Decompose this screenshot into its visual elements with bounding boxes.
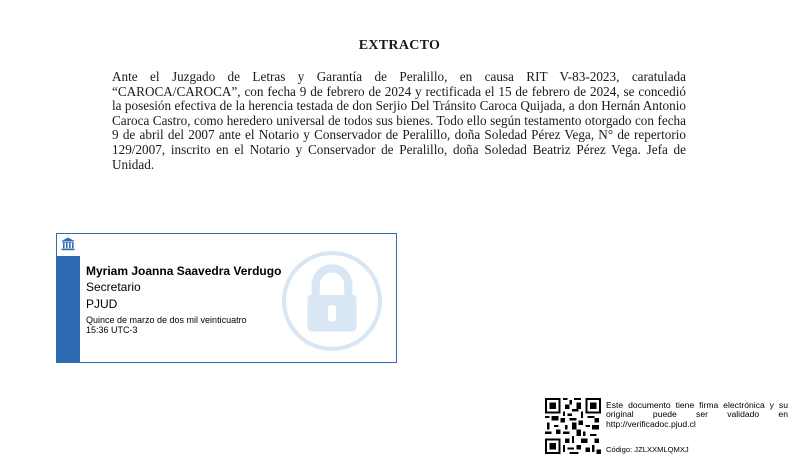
signer-name: Myriam Joanna Saavedra Verdugo bbox=[86, 264, 282, 278]
verification-code: Código: JZLXXMLQMXJ bbox=[606, 445, 689, 454]
signature-date: Quince de marzo de dos mil veinticuatro bbox=[86, 315, 247, 325]
qr-code bbox=[545, 398, 601, 454]
courthouse-icon bbox=[61, 237, 75, 251]
verification-notice: Este documento tiene firma electrónica y su original puede ser validado en http://verificadoc.pjud.cl bbox=[606, 400, 788, 429]
signer-role: Secretario bbox=[86, 280, 141, 294]
padlock-icon bbox=[281, 250, 383, 352]
signer-organization: PJUD bbox=[86, 297, 118, 311]
document-body: Ante el Juzgado de Letras y Garantía de Peralillo, en causa RIT V-83-2023, caratulada “CAROCA/CAROCA”, con fecha 9 de febrero de 2024 y rectificada el 15 de febrero de 2024, se concedió la posesión efectiva de la herencia testada de don Serjio Del Tránsito Caroca Quijada, a don Hernán Antonio Caroca Castro, como heredero universal de todos sus bienes. Todo ello según testamento otorgado con fecha 9 de abril del 2007 ante el Notario y Conservador de Peralillo, doña Soledad Pérez Vega, N° de repertorio 129/2007, inscrito en el Notario y Conservador de Peralillo, doña Soledad Beatriz Pérez Vega. Jefa de Unidad. bbox=[112, 69, 686, 172]
signature-accent-bar bbox=[57, 256, 80, 362]
document-title: EXTRACTO bbox=[358, 38, 441, 53]
electronic-signature-box bbox=[56, 233, 397, 363]
signature-time: 15:36 UTC-3 bbox=[86, 325, 138, 335]
